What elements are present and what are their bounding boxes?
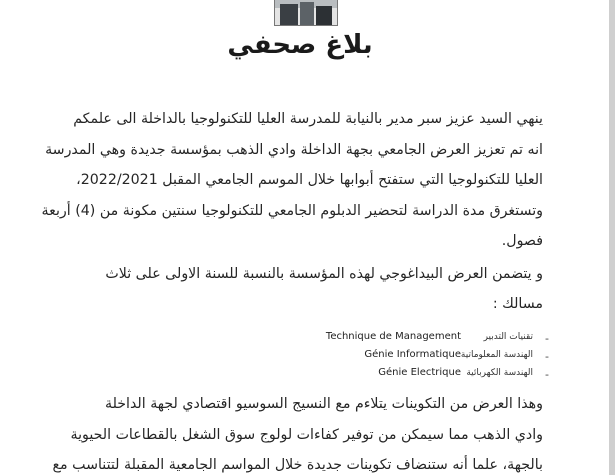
track-arabic: الهندسة الكهربائية [466, 368, 533, 378]
page-title: بلاغ صحفي [227, 30, 373, 60]
header-photo [274, 0, 338, 26]
track-list-item [203, 330, 549, 346]
paragraph-line: انه تم تعزيز العرض الجامعي بجهة الداخلة وادي الذهب بمؤسسة جديدة وهي المدرسة [45, 142, 543, 158]
bullet-icon: - [545, 350, 549, 363]
track-arabic: تقنيات التدبير [483, 332, 533, 342]
paragraph-line: العليا للتكنولوجيا التي ستفتح أبوابها خلال الموسم الجامعي المقبل 2022/2021، [76, 172, 543, 188]
bullet-icon: - [545, 332, 549, 345]
track-french: Génie Informatique [364, 349, 461, 360]
track-french: Technique de Management [325, 331, 461, 342]
paragraph-line: فصول. [501, 233, 543, 249]
paragraph-line: بالجهة، علما أنه ستنضاف تكوينات جديدة خلال المواسم الجامعية المقبلة لتتناسب مع [52, 457, 543, 473]
paragraph-line: و يتضمن العرض البيداغوجي لهذه المؤسسة بالنسبة للسنة الاولى على ثلاث [105, 266, 543, 282]
track-list-item [203, 366, 549, 382]
paragraph-line: وتستغرق مدة الدراسة لتحضير الدبلوم الجامعي للتكنولوجيا سنتين مكونة من (4) أربعة [41, 203, 543, 219]
track-list-item [203, 348, 549, 364]
track-french: Génie Electrique [378, 367, 461, 378]
track-arabic: الهندسة المعلوماتية [460, 350, 533, 360]
page-edge-shadow [609, 0, 615, 475]
paragraph-line: مسالك : [492, 296, 543, 312]
photo-frame [274, 0, 338, 26]
paragraph-line: وهذا العرض من التكوينات يتلاءم مع النسيج السوسيو اقتصادي لجهة الداخلة [104, 396, 543, 412]
paragraph-line: ينهي السيد عزيز سبر مدير بالنيابة للمدرسة العليا للتكنولوجيا بالداخلة الى علمكم [73, 111, 543, 127]
bullet-icon: - [545, 368, 549, 381]
paragraph-line: وادي الذهب مما سيمكن من توفير كفاءات لولوج سوق الشغل بالقطاعات الحيوية [70, 427, 543, 443]
